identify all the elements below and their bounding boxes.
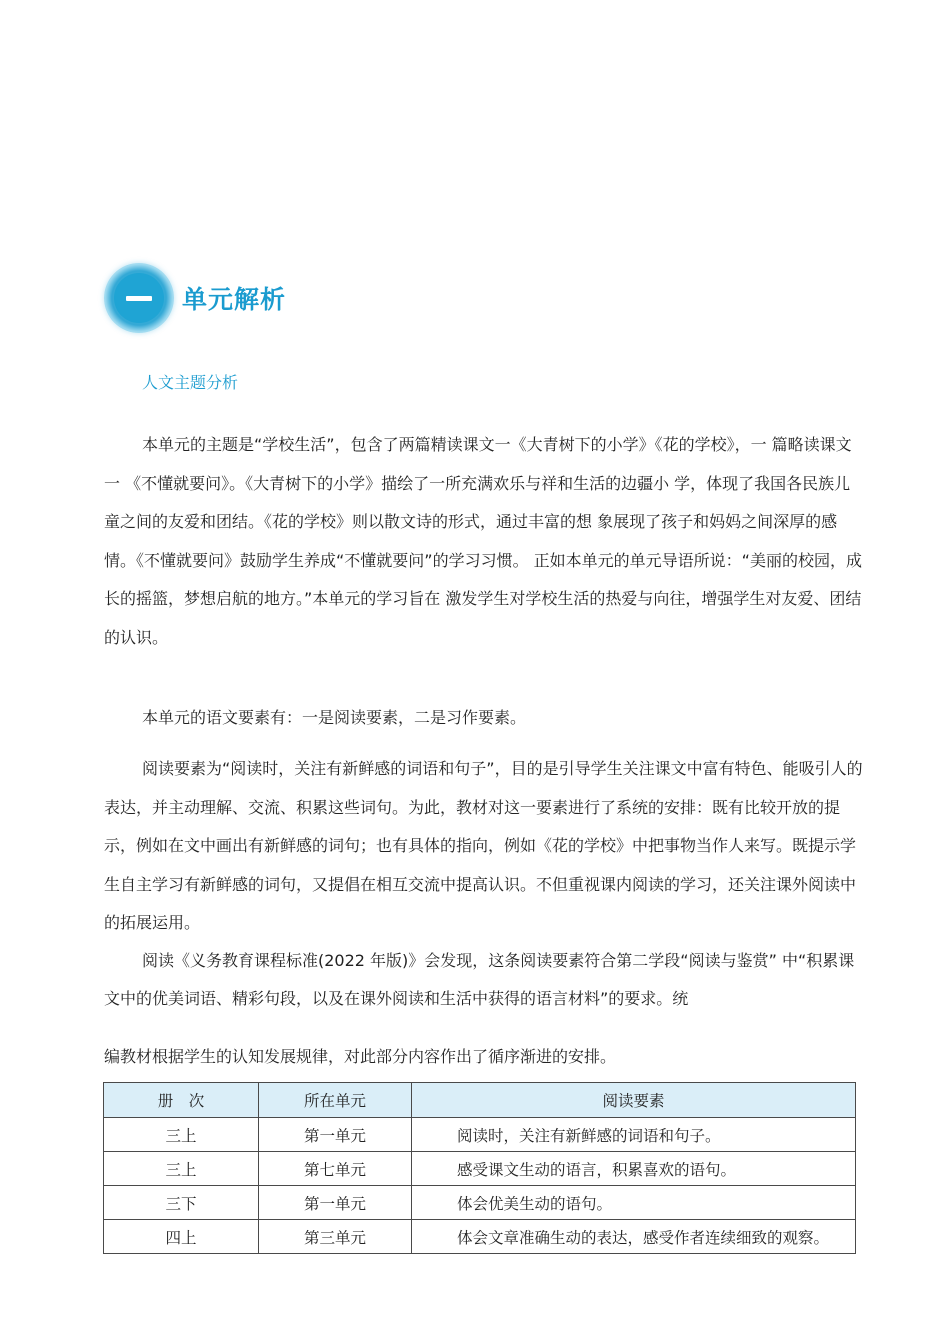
elements-intro-paragraph: 本单元的语文要素有：一是阅读要素，二是习作要素。 <box>142 708 527 727</box>
section-heading <box>104 258 286 338</box>
table-cell-unit: 第一单元 <box>259 1118 412 1152</box>
table-cell-unit: 第一单元 <box>259 1186 412 1220</box>
table-cell-reading-element: 感受课文生动的语言，积累喜欢的语句。 <box>412 1152 856 1186</box>
table-cell-volume: 四上 <box>104 1220 259 1254</box>
table-row <box>104 1220 856 1254</box>
table-row <box>104 1152 856 1186</box>
table-cell-volume: 三下 <box>104 1186 259 1220</box>
table-cell-unit: 第三单元 <box>259 1220 412 1254</box>
section-subtitle: 人文主题分析 <box>142 373 239 392</box>
table-row <box>104 1186 856 1220</box>
table-header-row <box>104 1083 856 1118</box>
table-header-volume: 册 次 <box>104 1083 259 1118</box>
section-title: 单元解析 <box>182 285 287 314</box>
table-cell-reading-element: 体会文章准确生动的表达，感受作者连续细致的观察。 <box>412 1220 856 1254</box>
curriculum-standard-paragraph: 阅读《义务教育课程标准(2022 年版)》会发现，这条阅读要素符合第二学段“阅读与鉴赏” 中“积累课文中的优美词语、精彩句段，以及在课外阅读和生活中获得的语言材料”的要求。统 <box>104 951 855 1008</box>
theme-paragraph: 本单元的主题是“学校生活”，包含了两篇精读课文一《大青树下的小学》《花的学校》，一 篇略读课文一 《不懂就要问》。《大青树下的小学》描绘了一所充满欢乐与祥和生活的边疆小 学，体现了我国各民族儿童之间的友爱和团结。《花的学校》则以散文诗的形式，通过丰富的想 象展现了孩子和妈妈之间深厚的感情。《不懂就要问》鼓励学生养成“不懂就要问”的学习习惯。 正如本单元的单元导语所说：“美丽的校园，成长的摇篮，梦想启航的地方。”本单元的学习旨在 激发学生对学校生活的热爱与向往，增强学生对友爱、团结的认识。 <box>104 435 862 647</box>
table-row <box>104 1118 856 1152</box>
table-cell-reading-element: 阅读时，关注有新鲜感的词语和句子。 <box>412 1118 856 1152</box>
table-cell-volume: 三上 <box>104 1118 259 1152</box>
reading-elements-table <box>103 1082 856 1254</box>
table-cell-reading-element: 体会优美生动的语句。 <box>412 1186 856 1220</box>
table-header-reading-element: 阅读要素 <box>412 1083 856 1118</box>
curriculum-standard-paragraph-continued: 编教材根据学生的认知发展规律，对此部分内容作出了循序渐进的安排。 <box>104 1047 617 1066</box>
table-cell-unit: 第七单元 <box>259 1152 412 1186</box>
table-header-unit: 所在单元 <box>259 1083 412 1118</box>
reading-element-paragraph: 阅读要素为“阅读时，关注有新鲜感的词语和句子”，目的是引导学生关注课文中富有特色、能吸引人的表达，并主动理解、交流、积累这些词句。为此，教材对这一要素进行了系统的安排：既有比较开放的提示，例如在文中画出有新鲜感的词句；也有具体的指向，例如《花的学校》中把事物当作人来写。既提示学生自主学习有新鲜感的词句，又提倡在相互交流中提高认识。不但重视课内阅读的学习，还关注课外阅读中的拓展运用。 <box>104 759 863 932</box>
numeral-one-badge-icon <box>104 263 174 333</box>
table-cell-volume: 三上 <box>104 1152 259 1186</box>
